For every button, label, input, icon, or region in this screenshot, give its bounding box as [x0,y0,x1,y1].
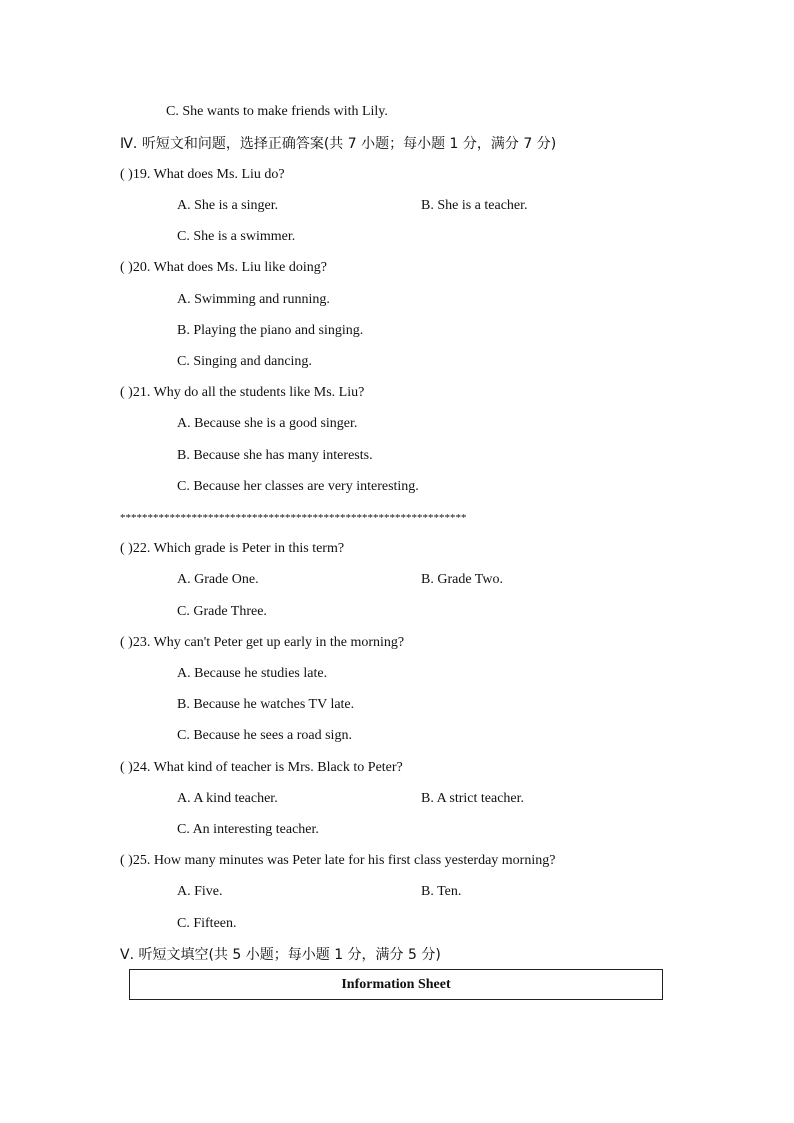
q21-option-b: B. Because she has many interests. [177,448,373,463]
q23-option-b: B. Because he watches TV late. [177,697,355,712]
section-5-heading: Ⅴ. 听短文填空(共 5 小题；每小题 1 分，满分 5 分) [120,947,441,963]
q25-option-b: B. Ten. [421,884,462,899]
section-4-heading: Ⅳ. 听短文和问题，选择正确答案(共 7 小题；每小题 1 分，满分 7 分) [120,136,557,152]
q22-option-b: B. Grade Two. [421,572,503,587]
q23-option-a: A. Because he studies late. [177,666,328,681]
q19-option-b: B. She is a teacher. [421,198,528,213]
q24-option-a: A. A kind teacher. [177,791,278,806]
separator-stars: *************************************************************** [120,512,467,524]
question-23: ( )23. Why can't Peter get up early in the morning? [120,635,405,650]
information-sheet-title: Information Sheet [341,976,451,992]
q24-option-c: C. An interesting teacher. [177,822,319,837]
information-sheet-table [129,969,663,1000]
question-20: ( )20. What does Ms. Liu like doing? [120,260,327,275]
q19-option-a: A. She is a singer. [177,198,279,213]
q21-option-c: C. Because her classes are very interesting. [177,479,419,494]
q24-option-b: B. A strict teacher. [421,791,525,806]
q23-option-c: C. Because he sees a road sign. [177,728,352,743]
q25-option-c: C. Fifteen. [177,916,237,931]
question-21: ( )21. Why do all the students like Ms. Liu? [120,385,365,400]
q19-option-c: C. She is a swimmer. [177,229,296,244]
q20-option-a: A. Swimming and running. [177,292,330,307]
q22-option-a: A. Grade One. [177,572,259,587]
question-25: ( )25. How many minutes was Peter late for his first class yesterday morning? [120,853,556,868]
q20-option-c: C. Singing and dancing. [177,354,312,369]
q22-option-c: C. Grade Three. [177,604,267,619]
question-22: ( )22. Which grade is Peter in this term? [120,541,345,556]
q20-option-b: B. Playing the piano and singing. [177,323,364,338]
q25-option-a: A. Five. [177,884,223,899]
question-19: ( )19. What does Ms. Liu do? [120,167,285,182]
q21-option-a: A. Because she is a good singer. [177,416,358,431]
question-24: ( )24. What kind of teacher is Mrs. Black to Peter? [120,760,403,775]
q18-option-c: C. She wants to make friends with Lily. [166,104,388,119]
